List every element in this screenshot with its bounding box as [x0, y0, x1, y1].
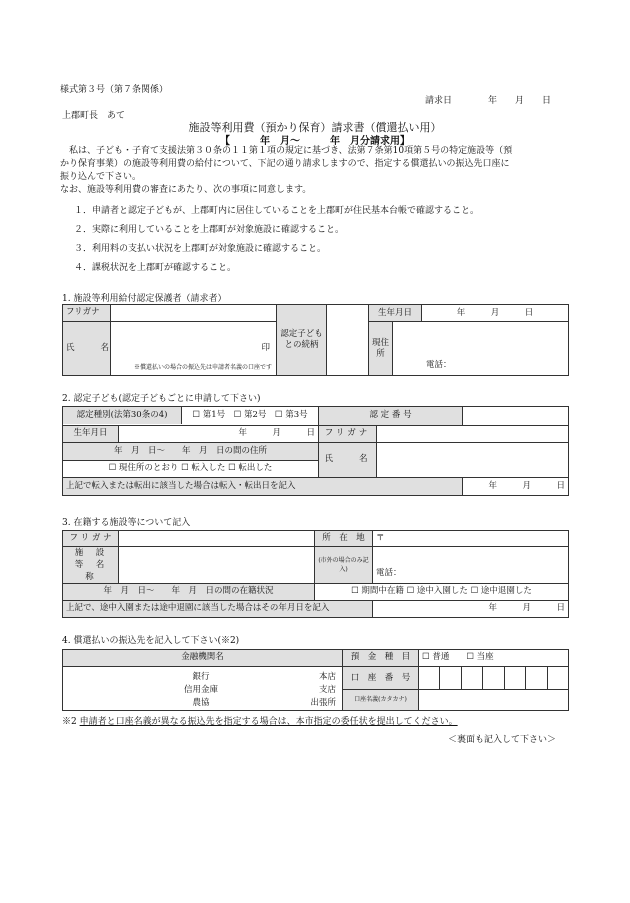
facility-name-field[interactable]	[119, 547, 315, 584]
form-number: 様式第３号（第７条関係）	[60, 85, 169, 95]
bank-owner-note: ※償還払いの場合の振込先は申請者名義の口座です	[133, 364, 272, 372]
section1-heading: 1. 施設等利用給付認定保護者（請求者）	[62, 294, 227, 304]
deposit-type-options[interactable]: ☐ 普通 ☐ 当座	[419, 650, 569, 667]
account-name-field[interactable]	[419, 690, 568, 710]
cert-no-label: 認 定 番 号	[319, 407, 463, 426]
enroll-period-label: 年 月 日～ 年 月 日の間の在籍状況	[63, 584, 315, 601]
bank-name-field[interactable]	[63, 667, 343, 711]
bank-table	[62, 649, 569, 711]
footer-note: ※2 申請者と口座名義が異なる振込先を指定する場合は、本市指定の委任状を提出してください。	[62, 717, 458, 727]
child-birth-field[interactable]: 年 月 日	[119, 425, 319, 443]
furigana-label: フリガナ	[63, 305, 111, 322]
address-period-label: 年 月 日～ 年 月 日の間の住所	[63, 443, 319, 461]
facility-table	[62, 530, 569, 618]
consent-item: ３．利用料の支払い状況を上郡町が対象施設に確認すること。	[74, 244, 327, 254]
guardian-name-field[interactable]	[111, 322, 277, 376]
guardian-address-field[interactable]	[393, 322, 569, 376]
page-title: 施設等利用費（預かり保育）請求書（償還払い用）	[188, 121, 442, 134]
child-table	[62, 406, 569, 496]
section3-heading: 3. 在籍する施設等について記入	[62, 518, 191, 528]
enroll-date-field[interactable]: 年 月 日	[373, 601, 569, 618]
outside-city-note: (市外の場合のみ記入)	[315, 547, 373, 584]
relation-label: 認定子どもとの続柄	[277, 305, 327, 376]
child-name-field[interactable]	[377, 443, 569, 478]
guardian-table	[62, 304, 569, 376]
cert-no-field[interactable]	[463, 407, 569, 426]
cert-type-options[interactable]: ☐ 第1号 ☐ 第2号 ☐ 第3号	[192, 410, 308, 421]
address-label: 現住所	[369, 322, 393, 376]
consent-item: ２．実際に利用していることを上郡町が対象施設に確認すること。	[74, 225, 345, 235]
relation-field[interactable]	[327, 305, 369, 376]
back-side-note: ＜裏面も記入して下さい＞	[448, 735, 557, 745]
request-period: 【 年 月～ 年 月分請求用】	[220, 136, 410, 147]
cert-type-label: 認定種別(法第30条の4)	[63, 407, 182, 424]
birth-label: 生年月日	[369, 305, 422, 321]
account-no-boxes[interactable]	[419, 667, 568, 689]
enroll-note: 上記で、途中入園または途中退園に該当した場合はその年月日を記入	[63, 601, 373, 618]
request-date: 請求日 年 月 日	[425, 96, 552, 106]
facility-name-label: 施 設 等 名 称	[63, 547, 119, 584]
consent-item: ４．課税状況を上郡町が確認すること。	[74, 263, 237, 273]
bank-name-label: 金融機関名	[63, 650, 343, 667]
child-furigana-field[interactable]	[377, 425, 569, 443]
facility-furigana-field[interactable]	[119, 531, 315, 547]
consent-item: １．申請者と認定子どもが、上郡町内に居住していることを上郡町が住民基本台帳で確認すること。	[74, 206, 480, 216]
intro-text: 私は、子ども・子育て支援法第３０条の１１第１項の規定に基づき、法第７条第10項第５号の特定施設等（預 かり保育事業）の施設等利用費の給付について、下記の通り請求しますので、指定する償還払いの振込先口座に 振り込んで下さい。 なお、施設等利用費の審査にあたり、次の事項に同意します。	[60, 146, 513, 195]
child-birth-label: 生年月日	[63, 425, 119, 443]
move-date-field[interactable]: 年 月 日	[463, 478, 569, 496]
guardian-furigana-field[interactable]	[111, 305, 277, 322]
facility-furigana-label: フ リ ガ ナ	[63, 531, 119, 547]
branch-type-list: 本店 支店 出張所	[310, 672, 336, 708]
enroll-options[interactable]: ☐ 期間中在籍 ☐ 途中入園した ☐ 途中退園した	[315, 584, 569, 601]
facility-postal-field[interactable]: 〒	[373, 531, 569, 547]
addressee: 上郡町長 あて	[62, 111, 126, 121]
address-options[interactable]: ☐ 現住所のとおり ☐ 転入した ☐ 転出した	[63, 460, 319, 478]
guardian-birth-field[interactable]: 年 月 日	[456, 308, 534, 318]
facility-address-field[interactable]	[373, 547, 569, 584]
account-no-label: 口 座 番 号	[343, 667, 419, 689]
account-name-label: 口座名義(カタカナ)	[343, 690, 419, 710]
location-label: 所 在 地	[315, 531, 373, 547]
consent-list	[74, 202, 479, 278]
section4-heading: 4. 償還払いの振込先を記入して下さい(※2)	[62, 636, 240, 646]
child-name-label: 氏 名	[319, 443, 377, 478]
bank-type-list: 銀行 信用金庫 農協	[183, 672, 218, 708]
move-note: 上記で転入または転出に該当した場合は転入・転出日を記入	[63, 478, 463, 496]
guardian-phone: 電話：	[426, 360, 452, 371]
seal-mark: 印	[261, 343, 270, 353]
section2-heading: 2. 認定子ども(認定子どもごとに申請して下さい)	[62, 394, 261, 404]
deposit-type-label: 預 金 種 目	[343, 650, 419, 667]
name-label: 氏 名	[63, 322, 111, 376]
facility-phone: 電話：	[376, 568, 402, 579]
child-furigana-label: フリガナ	[319, 425, 377, 443]
